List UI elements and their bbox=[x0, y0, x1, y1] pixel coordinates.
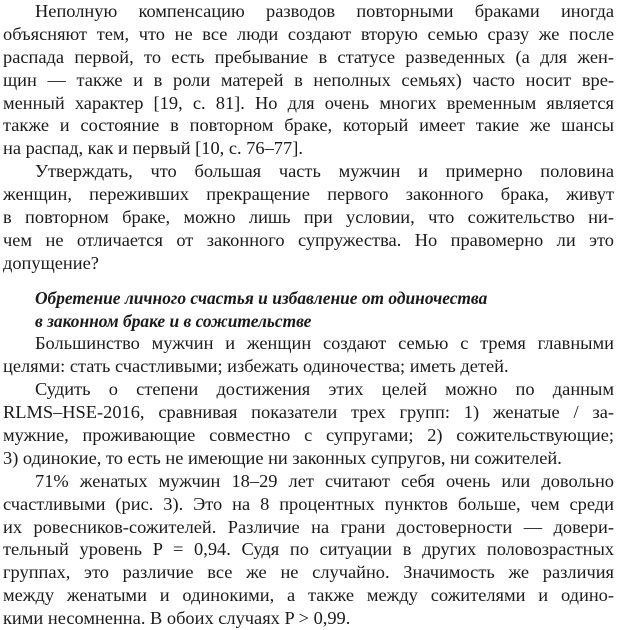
text-line: их ровесников-сожителей. Различие на грани достоверности — довери- bbox=[3, 516, 614, 537]
text-line: чем не отличается от законного супружества. Но правомерно ли это bbox=[3, 229, 614, 250]
text-line: кими несомненна. В обоих случаях P > 0,99. bbox=[3, 608, 351, 629]
text-line: также и состояние в повторном браке, который имеет такие же шансы bbox=[3, 115, 614, 136]
text-line: 3) одинокие, то есть не имеющие ни законных супругов, ни сожителей. bbox=[3, 447, 562, 468]
paragraph-rlms-groups bbox=[3, 378, 614, 470]
text-line: счастливыми (рис. 3). Это на 8 процентных пунктов больше, чем среди bbox=[3, 493, 614, 514]
text-line: между женатыми и одинокими, а также между сожителями и одино- bbox=[3, 585, 614, 606]
text-line: тельный уровень P = 0,94. Судя по ситуации в других половозрастных bbox=[3, 539, 614, 560]
text-line: 71% женатых мужчин 18–29 лет считают себя очень или довольно bbox=[35, 470, 614, 491]
text-line: в повторном браке, можно лишь при условии, что сожительство ни- bbox=[3, 207, 614, 228]
text-line: менный характер [19, с. 81]. Но для очень многих временным является bbox=[3, 92, 614, 113]
text-line: Судить о степени достижения этих целей можно по данным bbox=[35, 379, 614, 400]
text-line: RLMS–HSE-2016, сравнивая показатели трех групп: 1) женатые / за- bbox=[3, 402, 614, 423]
text-line: допущение? bbox=[3, 252, 99, 273]
text-line: женщин, переживших прекращение первого законного брака, живут bbox=[3, 184, 614, 205]
paragraph-family-goals bbox=[3, 332, 614, 378]
text-line: Утверждать, что большая часть мужчин и примерно половина bbox=[35, 161, 614, 182]
section-heading bbox=[3, 287, 614, 333]
text-line: целями: стать счастливыми; избежать одиночества; иметь детей. bbox=[3, 356, 509, 377]
section-heading-line: Обретение личного счастья и избавление от одиночества bbox=[35, 287, 488, 308]
paragraph-cohabitation-assumption bbox=[3, 160, 614, 274]
text-line: группах, это различие все же не случайно. Значимость же различия bbox=[3, 562, 614, 583]
paragraph-happiness-statistics bbox=[3, 470, 614, 630]
paragraph-incomplete-compensation bbox=[3, 0, 614, 160]
text-line: мужние, проживающие совместно с супругами; 2) сожительствующие; bbox=[3, 425, 614, 446]
text-line: Неполную компенсацию разводов повторными браками иногда bbox=[35, 1, 614, 21]
section-heading-line: в законном браке и в сожительстве bbox=[35, 310, 312, 331]
text-line: объясняют тем, что не все люди создают вторую семью сразу же после bbox=[3, 23, 614, 44]
text-line: распада первой, то есть пребывание в статусе разведенных (а для жен- bbox=[3, 46, 614, 67]
text-line: Большинство мужчин и женщин создают семью с тремя главными bbox=[35, 333, 614, 354]
document-page bbox=[3, 0, 614, 630]
text-line: щин — также и в роли матерей в неполных семьях) часто носит вре- bbox=[3, 69, 614, 90]
text-line: на распад, как и первый [10, с. 76–77]. bbox=[3, 138, 303, 159]
